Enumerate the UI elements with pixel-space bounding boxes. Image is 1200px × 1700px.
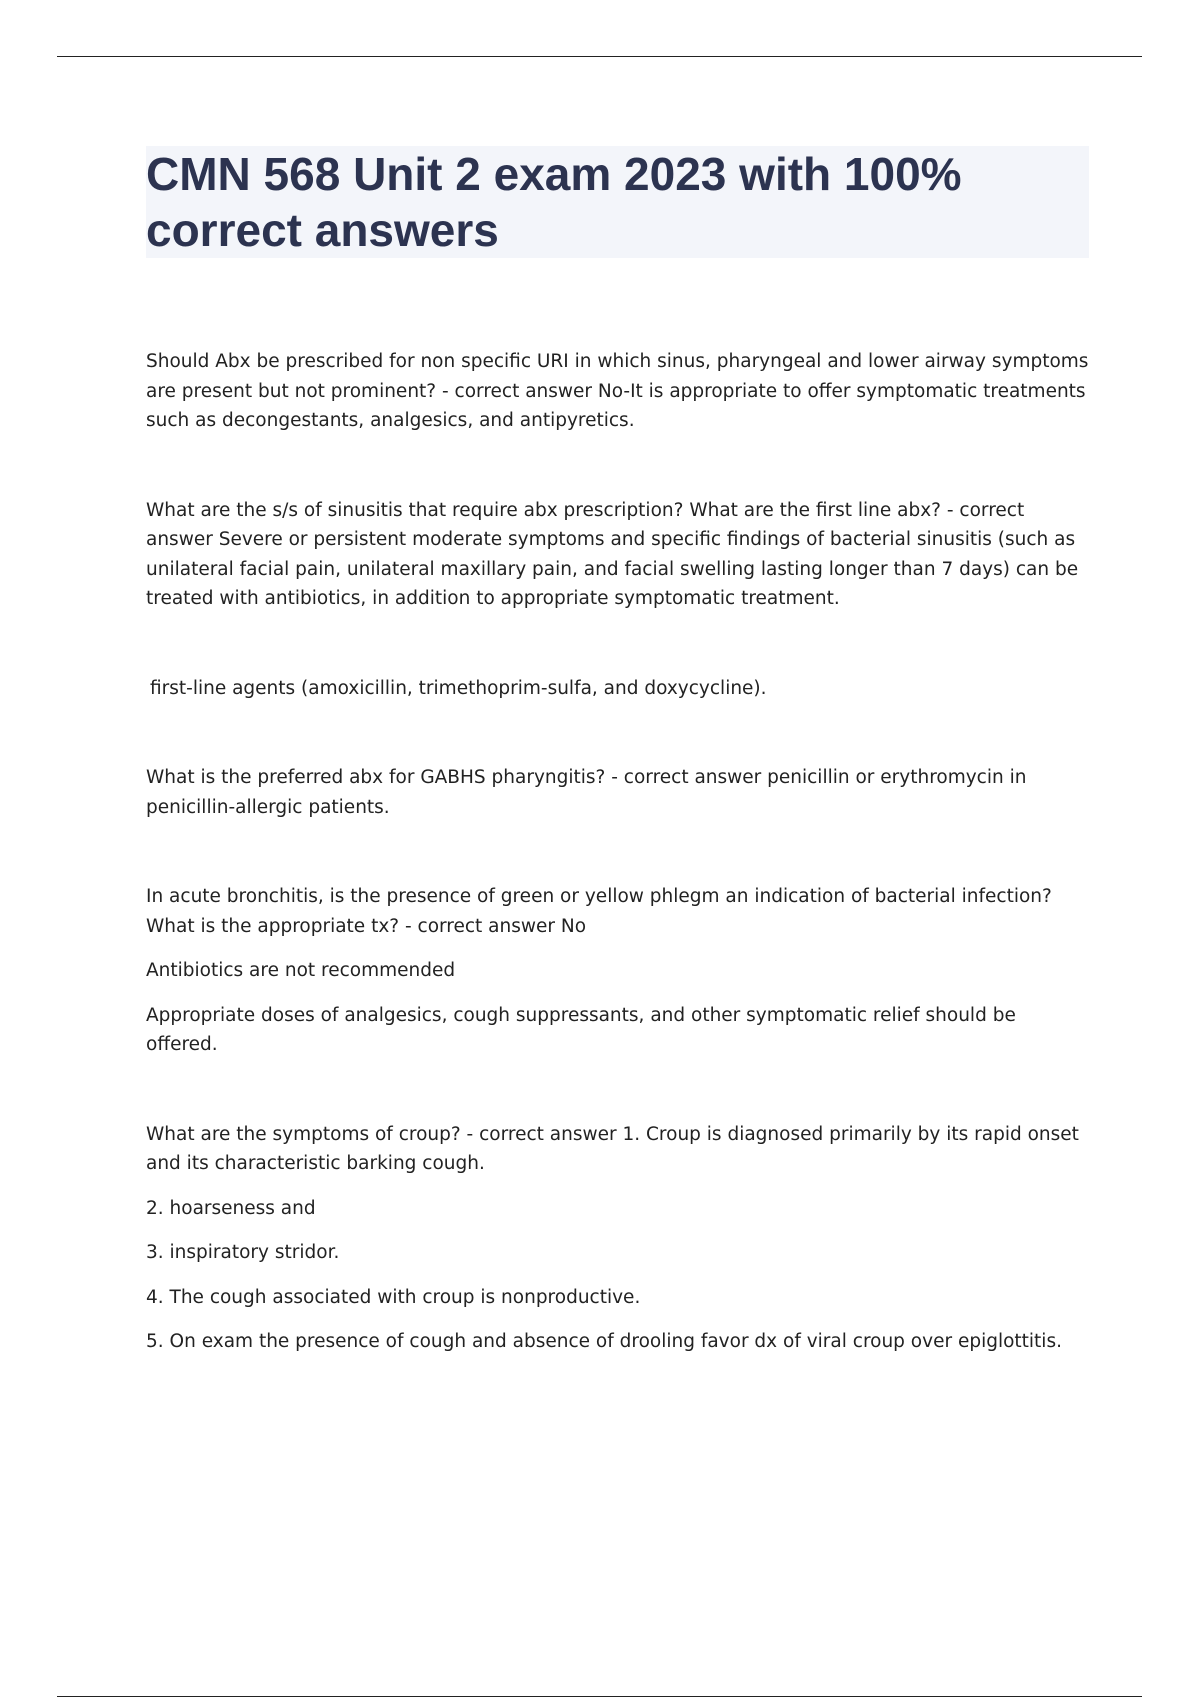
qa-entry-2-extra: first-line agents (amoxicillin, trimethoprim-sulfa, and doxycycline). [150,677,767,699]
header-rule [57,56,1142,57]
title-block [146,146,1089,258]
qa-entry-2: What are the s/s of sinusitis that require abx prescription? What are the first line abx? - correct answer Severe or persistent moderate symptoms and specific findings of bacterial sinusitis (such as unilateral facial pain, unilateral maxillary pain, and facial swelling lasting longer than 7 days) can be treated with antibiotics, in addition to appropriate symptomatic treatment. [146,499,1079,609]
qa-entry-5-line-1: 2. hoarseness and [146,1197,316,1219]
footer-rule [57,1696,1142,1697]
qa-entry-4: In acute bronchitis, is the presence of green or yellow phlegm an indication of bacterial infection? What is the appropriate tx? - correct answer No [146,886,1052,937]
page-title: CMN 568 Unit 2 exam 2023 with 100% correct answers [146,148,962,256]
qa-entry-4-line-1: Antibiotics are not recommended [146,960,456,981]
qa-entry-5: What are the symptoms of croup? - correct answer 1. Croup is diagnosed primarily by its rapid onset and its characteristic barking cough. [146,1123,1079,1174]
qa-entry-4-line-2: Appropriate doses of analgesics, cough suppressants, and other symptomatic relief should be offered. [146,1004,1016,1055]
qa-entry-3: What is the preferred abx for GABHS pharyngitis? - correct answer penicillin or erythromycin in penicillin-allergic patients. [146,767,1027,818]
qa-entry-5-line-2: 3. inspiratory stridor. [146,1242,340,1263]
qa-entry-5-line-4: 5. On exam the presence of cough and absence of drooling favor dx of viral croup over epiglottitis. [146,1331,1062,1352]
qa-entry-1: Should Abx be prescribed for non specific URI in which sinus, pharyngeal and lower airway symptoms are present but not prominent? - correct answer No-It is appropriate to offer symptomatic treatments such as decongestants, analgesics, and antipyretics. [146,351,1089,431]
content-body [146,347,1091,1357]
qa-entry-5-line-3: 4. The cough associated with croup is nonproductive. [146,1286,641,1308]
